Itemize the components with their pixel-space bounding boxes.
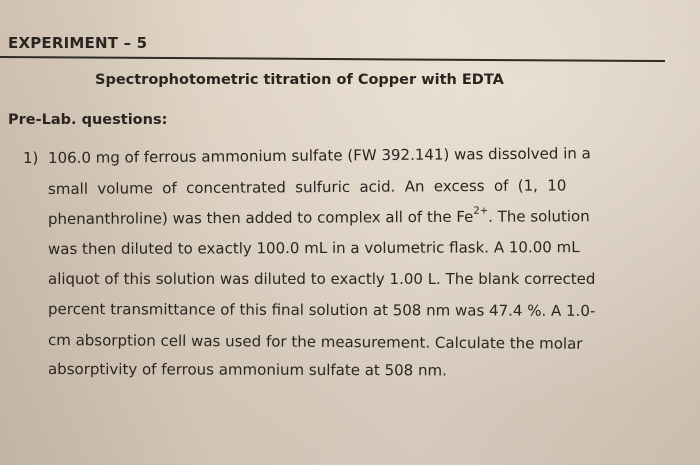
question-line-7: cm absorption cell was used for the measurement. Calculate the molar (47, 331, 583, 353)
question-line-6: percent transmittance of this final solution at 508 nm was 47.4 %. A 1.0- (47, 300, 596, 320)
question-number: 1) (23, 149, 39, 167)
question-line-3-end: . The solution (488, 207, 590, 226)
iron-charge-superscript: 2+ (473, 205, 489, 217)
question-line-5: aliquot of this solution was diluted to exactly 1.00 L. The blank corrected (48, 270, 596, 288)
question-line-8: absorptivity of ferrous ammonium sulfate at 508 nm. (47, 360, 447, 380)
question-line-2: small volume of concentrated sulfuric acid. An excess of (1, 10 (47, 176, 567, 198)
question-line-1: 106.0 mg of ferrous ammonium sulfate (FW 392.141) was dissolved in a (47, 144, 591, 167)
experiment-heading: EXPERIMENT – 5 (8, 34, 148, 52)
experiment-title: Spectrophotometric titration of Copper with EDTA (95, 72, 504, 88)
heading-rule (0, 56, 665, 62)
question-line-3 (48, 207, 590, 228)
question-line-3-start: phenanthroline) was then added to complex all of the Fe (47, 207, 474, 228)
question-line-4: was then diluted to exactly 100.0 mL in a volumetric flask. A 10.00 mL (47, 238, 580, 258)
prelab-heading: Pre-Lab. questions: (8, 112, 168, 128)
